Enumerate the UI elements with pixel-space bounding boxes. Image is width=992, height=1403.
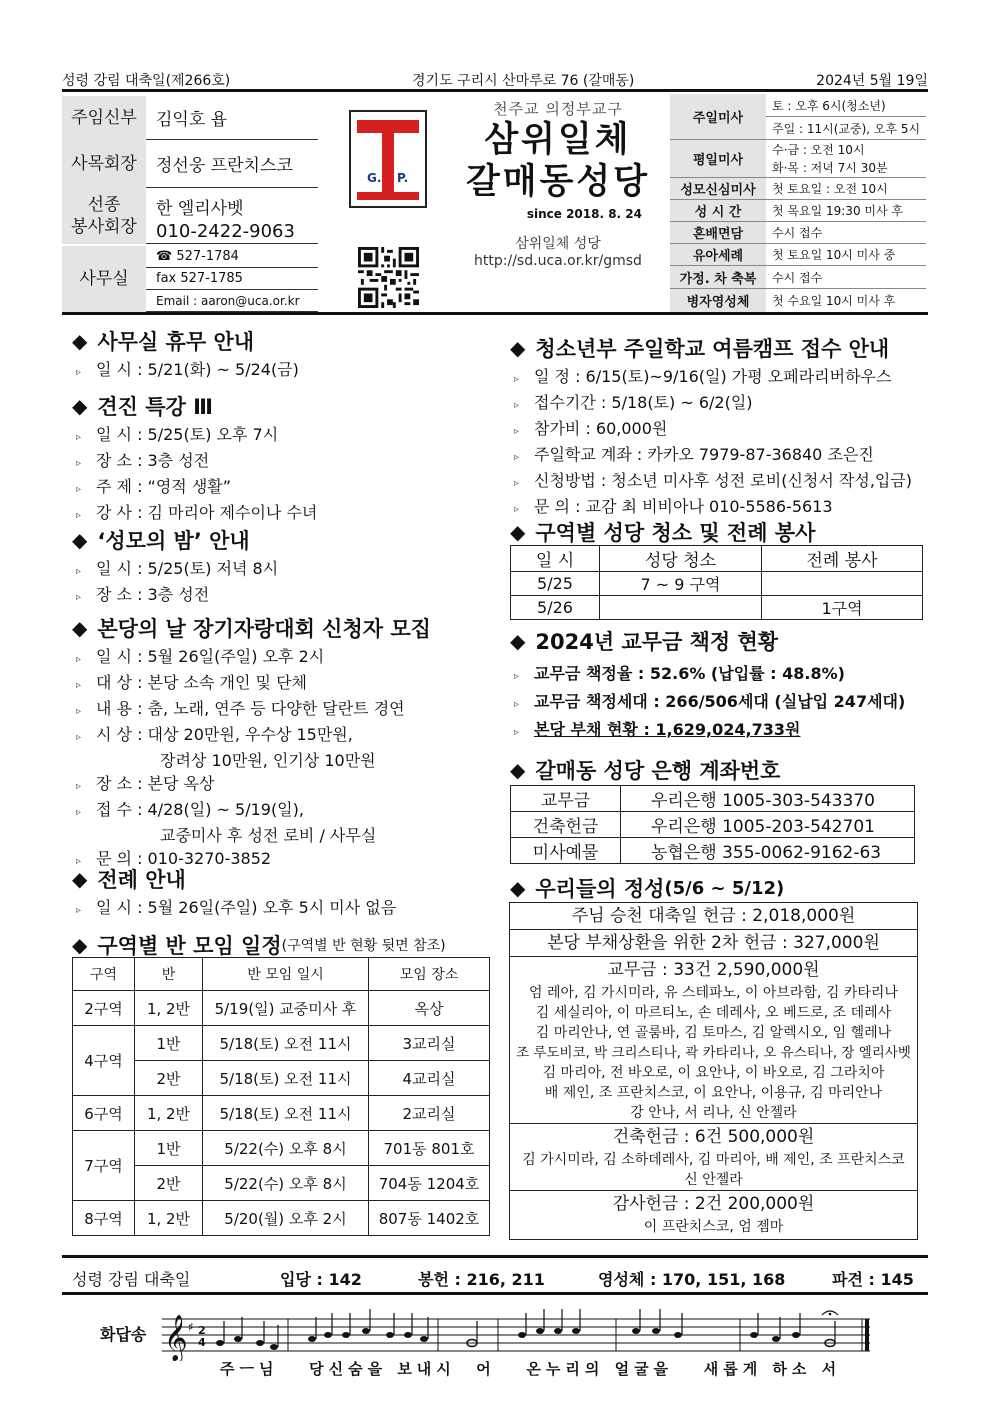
triangle-icon: ▹ xyxy=(76,905,82,916)
zone-cell: 6구역 xyxy=(73,1096,135,1131)
triangle-icon: ▹ xyxy=(514,727,520,738)
triangle-icon: ▹ xyxy=(514,426,520,437)
sunday-mass-sun: 주일 : 11시(교중), 오후 5시 xyxy=(766,117,926,140)
svg-text:2: 2 xyxy=(198,1324,206,1337)
table-row xyxy=(73,1061,490,1096)
sick-communion-label: 병자영성체 xyxy=(670,289,766,312)
list-item: ▹ 일 정 : 6/15(토)~9/16(일) 가평 오페라리버하우스 xyxy=(510,365,930,391)
sunday-mass-label: 주일미사 xyxy=(670,94,766,140)
section-office-closure xyxy=(72,326,492,384)
section-title: ◆ 사무실 휴무 안내 xyxy=(72,329,255,354)
service-cell: 1구역 xyxy=(762,596,923,620)
service-name: 한 엘리사벳 xyxy=(156,199,244,219)
diamond-icon: ◆ xyxy=(510,758,526,782)
section-cleaning xyxy=(510,517,930,547)
office-label: 사무실 xyxy=(62,246,146,312)
section-title: ◆ 2024년 교무금 책정 현황 xyxy=(510,629,779,654)
list-item: ▹ 일 시 : 5월 26일(주일) 오후 2시 xyxy=(72,645,492,671)
section-offering xyxy=(510,873,930,903)
parish-logo xyxy=(349,110,427,208)
council-value: 정선웅 프란치스코 xyxy=(146,140,318,188)
section-title: ◆ 우리들의 정성 (5/6 ~ 5/12) xyxy=(510,876,785,901)
clean-cell xyxy=(600,596,762,620)
section-dues xyxy=(510,626,930,744)
list-item: ▹ 신청방법 : 청소년 미사후 성전 로비(신청서 작성,입금) xyxy=(510,469,930,495)
diamond-icon: ◆ xyxy=(72,867,88,891)
parish-title-block xyxy=(440,98,676,269)
name-line: 조 루도비코, 박 크리스티나, 곽 카타리나, 오 유스티나, 장 엘리사벳 xyxy=(516,1045,911,1061)
psalm-lyrics: 주ㅡ님 당신숨을 보내시 어 온누리의 얼굴을 새롭게 하소 서 xyxy=(220,1360,842,1378)
diamond-icon: ◆ xyxy=(72,616,88,640)
account-type-cell: 미사예물 xyxy=(511,838,621,864)
table-row xyxy=(73,991,490,1026)
staff-info xyxy=(62,96,318,312)
zone-cell: 7구역 xyxy=(73,1131,135,1201)
diamond-icon: ◆ xyxy=(510,520,526,544)
section-summer-camp xyxy=(510,333,930,521)
sick-communion-row xyxy=(670,289,926,312)
list-item-continuation: 교중미사 후 성전 로비 / 사무실 xyxy=(160,826,377,845)
table-header: 모임 장소 xyxy=(369,958,490,991)
infant-baptism-row xyxy=(670,244,926,266)
triangle-icon: ▹ xyxy=(514,452,520,463)
stats-offering: 봉헌 : 216, 211 xyxy=(418,1270,545,1289)
list-item: ▹ 대 상 : 본당 소속 개인 및 단체 xyxy=(72,671,492,697)
list-item: ▹ 일 시 : 5/21(화) ~ 5/24(금) xyxy=(72,358,492,384)
place-cell: 4교리실 xyxy=(369,1061,490,1096)
place-cell: 3교리실 xyxy=(369,1026,490,1061)
pastor-row xyxy=(62,96,318,140)
list-item: ▹ 참가비 : 60,000원 xyxy=(510,417,930,443)
sick-communion-value: 첫 수요일 10시 미사 후 xyxy=(772,294,896,308)
name-line: 엄 레아, 김 가시미라, 유 스테파노, 이 아브라함, 김 카타리나 xyxy=(529,985,898,1001)
list-item: ▹ 본당 부채 현황 : 1,629,024,733원 xyxy=(510,718,930,744)
ban-cell: 1, 2반 xyxy=(135,1201,203,1236)
parish-title-line2: 갈매동성당 xyxy=(465,162,651,202)
qr-code xyxy=(358,247,419,308)
section-title: ◆ 전례 안내 xyxy=(72,867,186,892)
time-cell: 5/18(토) 오전 11시 xyxy=(203,1061,369,1096)
table-row xyxy=(511,838,915,864)
weekday-mass-row xyxy=(670,140,926,178)
diamond-icon: ◆ xyxy=(510,629,526,653)
section-marian-night xyxy=(72,525,492,609)
psalm-label: 화답송 xyxy=(100,1325,147,1344)
table-row xyxy=(511,596,923,620)
name-line: 배 제인, 조 프란치스코, 이 요안나, 이용규, 김 마리안나 xyxy=(544,1085,883,1101)
list-item: ▹ 교무금 책정세대 : 266/506세대 (실납입 247세대) xyxy=(510,690,930,716)
svg-text:4: 4 xyxy=(198,1336,206,1349)
bank-table xyxy=(510,785,915,864)
section-title: ◆ 청소년부 주일학교 여름캠프 접수 안내 xyxy=(510,336,890,361)
zone-cell: 2구역 xyxy=(73,991,135,1026)
table-header-row xyxy=(511,546,923,572)
since-date: since 2018. 8. 24 xyxy=(526,207,642,221)
offering-period: (5/6 ~ 5/12) xyxy=(664,877,785,899)
table-header: 반 모임 일시 xyxy=(203,958,369,991)
list-item: ▹ 일 시 : 5월 26일(주일) 오후 5시 미사 없음 xyxy=(72,896,492,922)
ban-cell: 2반 xyxy=(135,1166,203,1201)
home-blessing-row xyxy=(670,266,926,289)
section-ban-meeting xyxy=(72,930,496,960)
triangle-icon: ▹ xyxy=(76,458,82,469)
service-phone: 010-2422-9063 xyxy=(146,219,318,244)
time-cell: 5/18(토) 오전 11시 xyxy=(203,1026,369,1061)
account-type-cell: 건축헌금 xyxy=(511,812,621,838)
list-item: ▹ 장 소 : 본당 옥상 xyxy=(72,772,492,798)
table-row xyxy=(511,786,915,812)
list-item: ▹ 일 시 : 5/25(토) 저녁 8시 xyxy=(72,557,492,583)
section-title: ◆ 견진 특강 Ⅲ xyxy=(72,394,214,419)
masthead-line xyxy=(62,70,928,92)
offering-building-block xyxy=(510,1124,917,1191)
name-line: 김 가시미라, 김 소하데레사, 김 마리아, 배 제인, 조 프란치스코 xyxy=(522,1152,905,1168)
site-name: 삼위일체 성당 xyxy=(515,236,601,252)
service-values xyxy=(146,188,318,244)
table-row xyxy=(73,1131,490,1166)
list-item: ▹ 장 소 : 3층 성전 xyxy=(72,583,492,609)
triangle-icon: ▹ xyxy=(514,374,520,385)
office-email: Email : aaron@uca.or.kr xyxy=(146,290,318,312)
table-row xyxy=(73,1166,490,1201)
table-row xyxy=(511,812,915,838)
section-title: ◆ ‘성모의 밤’ 안내 xyxy=(72,528,250,553)
triangle-icon: ▹ xyxy=(76,484,82,495)
responsorial-psalm xyxy=(62,1300,928,1400)
section-lecture xyxy=(72,391,492,527)
ban-cell: 1반 xyxy=(135,1131,203,1166)
table-row xyxy=(73,1096,490,1131)
list-item: ▹ 내 용 : 춤, 노래, 연주 등 다양한 달란트 경연 xyxy=(72,697,492,723)
list-item-continuation: 장려상 10만원, 인기상 10만원 xyxy=(160,751,376,770)
name-line: 김 마리아, 전 바오로, 이 요안나, 이 바오로, 김 그라치아 xyxy=(542,1065,885,1081)
mass-schedule xyxy=(670,94,926,312)
time-cell: 5/20(월) 오후 2시 xyxy=(203,1201,369,1236)
name-line: 신 안젤라 xyxy=(684,1172,743,1188)
ban-cell: 1, 2반 xyxy=(135,991,203,1026)
diamond-icon: ◆ xyxy=(510,876,526,900)
service-label: 선종 봉사회장 xyxy=(62,188,146,244)
pastor-value: 김익호 욥 xyxy=(146,96,318,140)
triangle-icon: ▹ xyxy=(76,367,82,378)
weekday-mass-1: 수·금 : 오전 10시 xyxy=(772,142,865,157)
table-header: 성당 청소 xyxy=(600,546,762,572)
list-item: ▹ 주일학교 계좌 : 카카오 7979-87-36840 조은진 xyxy=(510,443,930,469)
triangle-icon: ▹ xyxy=(76,432,82,443)
account-number-cell: 우리은행 1005-203-542701 xyxy=(621,812,915,838)
table-header: 전례 봉사 xyxy=(762,546,923,572)
zone-cell: 4구역 xyxy=(73,1026,135,1096)
office-fax: fax 527-1785 xyxy=(146,268,318,290)
list-item: ▹ 접 수 : 4/28(일) ~ 5/19(일), xyxy=(72,798,492,824)
stats-communion: 영성체 : 170, 151, 168 xyxy=(598,1270,786,1289)
table-header-row xyxy=(73,958,490,991)
place-cell: 2교리실 xyxy=(369,1096,490,1131)
table-row xyxy=(73,1026,490,1061)
council-label: 사목회장 xyxy=(62,140,146,188)
ban-cell: 1, 2반 xyxy=(135,1096,203,1131)
offering-debt: 본당 부채상환을 위한 2차 헌금 : 327,000원 xyxy=(510,930,917,957)
place-cell: 807동 1402호 xyxy=(369,1201,490,1236)
offering-thanks: 감사헌금 : 2건 200,000원 xyxy=(612,1194,815,1214)
office-row xyxy=(62,246,318,312)
account-number-cell: 우리은행 1005-303-543370 xyxy=(621,786,915,812)
svg-text:♯: ♯ xyxy=(188,1320,194,1334)
ban-cell: 1반 xyxy=(135,1026,203,1061)
site-url[interactable]: http://sd.uca.or.kr/gmsd xyxy=(474,253,642,269)
list-item: ▹ 접수기간 : 5/18(토) ~ 6/2(일) xyxy=(510,391,930,417)
section-note: (구역별 반 현황 뒷면 참조) xyxy=(281,938,446,954)
triangle-icon: ▹ xyxy=(514,504,520,515)
table-header: 구역 xyxy=(73,958,135,991)
holy-hour-label: 성 시 간 xyxy=(670,200,766,222)
triangle-icon: ▹ xyxy=(514,478,520,489)
triangle-icon: ▹ xyxy=(76,856,82,867)
triangle-icon: ▹ xyxy=(76,781,82,792)
qr-code-icon xyxy=(358,247,419,308)
triangle-icon: ▹ xyxy=(76,807,82,818)
address: 경기도 구리시 산마루로 76 (갈매동) xyxy=(412,73,635,89)
marriage-label: 혼배면담 xyxy=(670,222,766,244)
diamond-icon: ◆ xyxy=(510,336,526,360)
marriage-value: 수시 접수 xyxy=(766,222,926,244)
parish-title-line1: 삼위일체 xyxy=(484,120,632,160)
infant-baptism-label: 유아세례 xyxy=(670,244,766,266)
sunday-mass-values xyxy=(766,94,926,140)
triangle-icon: ▹ xyxy=(76,566,82,577)
ban-cell: 2반 xyxy=(135,1061,203,1096)
holy-hour-row xyxy=(670,200,926,222)
sunday-mass-row xyxy=(670,94,926,140)
name-line: 김 세실리아, 이 마르티노, 손 데레사, 오 베드로, 조 데레사 xyxy=(535,1005,892,1021)
cleaning-table xyxy=(510,545,923,620)
sunday-mass-sat: 토 : 오후 6시(청소년) xyxy=(766,94,926,117)
triangle-icon: ▹ xyxy=(76,680,82,691)
table-header: 일 시 xyxy=(511,546,600,572)
time-cell: 5/19(일) 교중미사 후 xyxy=(203,991,369,1026)
offering-dues-block xyxy=(510,957,917,1124)
marian-label: 성모신심미사 xyxy=(670,178,766,200)
list-item: ▹ 문 의 : 교감 최 비비아나 010-5586-5613 xyxy=(510,495,930,521)
section-title: ◆ 구역별 반 모임 일정 (구역별 반 현황 뒷면 참조) xyxy=(72,933,446,958)
diocese-name: 천주교 의정부교구 xyxy=(493,100,623,118)
triangle-icon: ▹ xyxy=(76,732,82,743)
list-item: ▹ 시 상 : 대상 20만원, 우수상 15만원, xyxy=(72,723,492,749)
stats-label: 성령 강림 대축일 xyxy=(72,1270,191,1289)
time-cell: 5/22(수) 오후 8시 xyxy=(203,1166,369,1201)
section-title: ◆ 본당의 날 장기자랑대회 신청자 모집 xyxy=(72,616,431,641)
service-row xyxy=(62,188,318,244)
issue-label: 성령 강림 대축일(제266호) xyxy=(62,73,231,89)
section-title: ◆ 갈매동 성당 은행 계좌번호 xyxy=(510,758,781,783)
service-cell xyxy=(762,572,923,596)
stats-entrance: 입당 : 142 xyxy=(280,1270,362,1289)
svg-text:𝄞: 𝄞 xyxy=(164,1315,188,1361)
pastor-label: 주임신부 xyxy=(62,96,146,140)
offering-building: 건축헌금 : 6건 500,000원 xyxy=(612,1127,815,1147)
home-blessing-value: 수시 접수 xyxy=(766,266,926,289)
mass-stats-bar xyxy=(62,1255,928,1295)
diamond-icon: ◆ xyxy=(72,329,88,353)
ban-meeting-table xyxy=(72,957,490,1236)
weekday-mass-label: 평일미사 xyxy=(670,140,766,178)
marian-row xyxy=(670,178,926,200)
diamond-icon: ◆ xyxy=(72,933,88,957)
list-item: ▹ 강 사 : 김 마리아 제수이나 수녀 xyxy=(72,501,492,527)
triangle-icon: ▹ xyxy=(514,400,520,411)
name-line: 김 마리안나, 연 골룸바, 김 토마스, 김 알렉시오, 임 헬레나 xyxy=(535,1025,892,1041)
issue-date: 2024년 5월 19일 xyxy=(816,73,928,89)
account-number-cell: 농협은행 355-0062-9162-63 xyxy=(621,838,915,864)
place-cell: 옥상 xyxy=(369,991,490,1026)
svg-text:G.: G. xyxy=(367,171,382,185)
list-item: ▹ 일 시 : 5/25(토) 오후 7시 xyxy=(72,423,492,449)
marian-value: 첫 토요일 : 오전 10시 xyxy=(766,178,926,200)
section-title: ◆ 구역별 성당 청소 및 전례 봉사 xyxy=(510,520,816,545)
name-line: 이 프란치스코, 엄 젬마 xyxy=(643,1219,784,1235)
offering-box xyxy=(509,902,918,1240)
section-talent-show xyxy=(72,613,492,873)
triangle-icon: ▹ xyxy=(76,510,82,521)
home-blessing-label: 가정. 차 축복 xyxy=(670,266,766,289)
section-bank xyxy=(510,755,930,785)
time-cell: 5/22(수) 오후 8시 xyxy=(203,1131,369,1166)
place-cell: 704동 1204호 xyxy=(369,1166,490,1201)
table-row xyxy=(73,1201,490,1236)
header-divider xyxy=(62,312,928,315)
table-header: 반 xyxy=(135,958,203,991)
offering-dues: 교무금 : 33건 2,590,000원 xyxy=(607,960,820,980)
place-cell: 701동 801호 xyxy=(369,1131,490,1166)
triangle-icon: ▹ xyxy=(76,706,82,717)
holy-hour-value: 첫 목요일 19:30 미사 후 xyxy=(766,200,926,222)
triangle-icon: ▹ xyxy=(514,671,520,682)
council-row xyxy=(62,140,318,188)
clean-cell: 7 ~ 9 구역 xyxy=(600,572,762,596)
diamond-icon: ◆ xyxy=(72,528,88,552)
office-values xyxy=(146,246,318,312)
marriage-row xyxy=(670,222,926,244)
list-item: ▹ 장 소 : 3층 성전 xyxy=(72,449,492,475)
list-item: ▹ 교무금 책정율 : 52.6% (납입률 : 48.8%) xyxy=(510,662,930,688)
list-item: ▹ 주 제 : “영적 생활” xyxy=(72,475,492,501)
zone-cell: 8구역 xyxy=(73,1201,135,1236)
date-cell: 5/25 xyxy=(511,572,600,596)
stats-dismissal: 파견 : 145 xyxy=(832,1270,914,1289)
svg-text:P.: P. xyxy=(397,171,409,185)
infant-baptism-value: 첫 토요일 10시 미사 중 xyxy=(766,244,926,266)
parish-logo-icon xyxy=(351,112,425,206)
triangle-icon: ▹ xyxy=(514,699,520,710)
triangle-icon: ▹ xyxy=(76,592,82,603)
offering-ascension: 주님 승천 대축일 헌금 : 2,018,000원 xyxy=(510,903,917,930)
triangle-icon: ▹ xyxy=(76,654,82,665)
account-type-cell: 교무금 xyxy=(511,786,621,812)
weekday-mass-2: 화·목 : 저녁 7시 30분 xyxy=(766,159,926,179)
music-staff-icon xyxy=(162,1305,882,1361)
section-liturgy xyxy=(72,864,492,922)
date-cell: 5/26 xyxy=(511,596,600,620)
weekday-mass-values xyxy=(766,140,926,178)
office-tel: ☎ 527-1784 xyxy=(146,246,318,268)
name-line: 강 안나, 서 리나, 신 안젤라 xyxy=(630,1105,797,1121)
list-item: ▹ 문 의 : 010-3270-3852 xyxy=(72,847,492,873)
table-row xyxy=(511,572,923,596)
offering-thanks-block xyxy=(510,1191,917,1239)
time-cell: 5/18(토) 오전 11시 xyxy=(203,1096,369,1131)
diamond-icon: ◆ xyxy=(72,394,88,418)
